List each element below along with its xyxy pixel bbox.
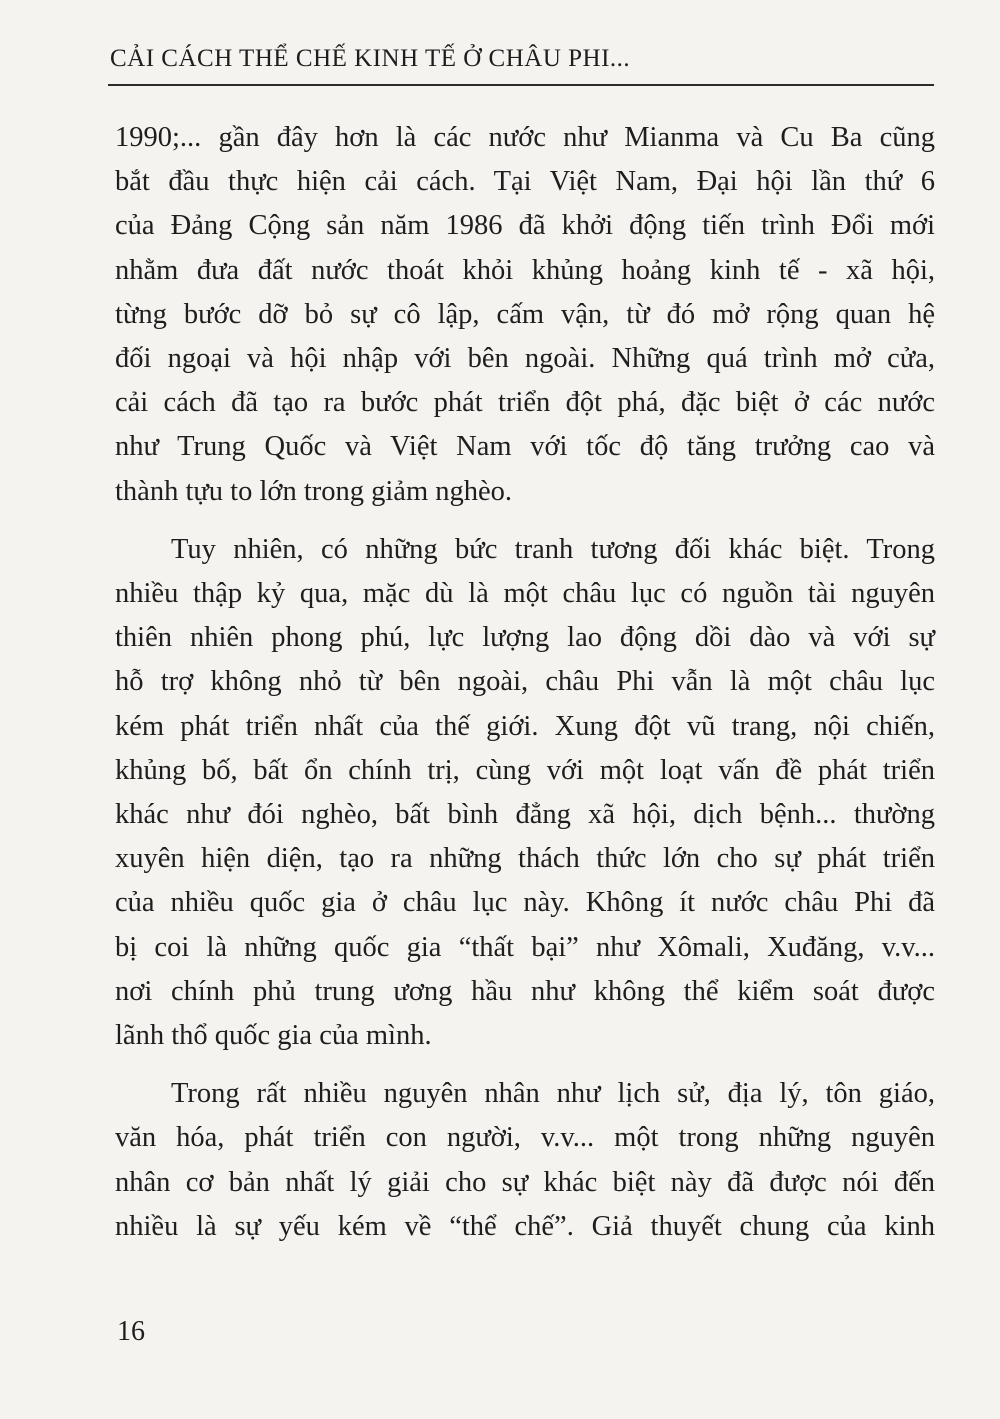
text-line: thành tựu to lớn trong giảm nghèo.: [115, 475, 513, 507]
text-line: nơi chính phủ trung ương hầu như không thể kiểm soát được: [115, 975, 935, 1007]
text-line: đối ngoại và hội nhập với bên ngoài. Những quá trình mở cửa,: [115, 343, 935, 375]
text-line: Tuy nhiên, có những bức tranh tương đối khác biệt. Trong: [171, 533, 935, 565]
running-title: CẢI CÁCH THỂ CHẾ KINH TẾ Ở CHÂU PHI...: [110, 45, 631, 72]
text-line: khác như đói nghèo, bất bình đẳng xã hội, dịch bệnh... thường: [115, 799, 935, 831]
text-line: lãnh thổ quốc gia của mình.: [115, 1020, 432, 1052]
text-line: của Đảng Cộng sản năm 1986 đã khởi động tiến trình Đổi mới: [115, 210, 935, 242]
text-line: kém phát triển nhất của thế giới. Xung đột vũ trang, nội chiến,: [115, 710, 935, 742]
text-line: nhiều là sự yếu kém về “thể chế”. Giả thuyết chung của kinh: [115, 1210, 935, 1242]
text-line: cải cách đã tạo ra bước phát triển đột phá, đặc biệt ở các nước: [115, 387, 935, 419]
text-line: nhằm đưa đất nước thoát khỏi khủng hoảng kinh tế - xã hội,: [115, 254, 935, 286]
text-line: của nhiều quốc gia ở châu lục này. Không ít nước châu Phi đã: [115, 887, 935, 919]
text-line: từng bước dỡ bỏ sự cô lập, cấm vận, từ đó mở rộng quan hệ: [115, 298, 935, 330]
text-line: xuyên hiện diện, tạo ra những thách thức lớn cho sự phát triển: [115, 843, 935, 875]
paragraph-2: [115, 528, 935, 1058]
text-line: văn hóa, phát triển con người, v.v... một trong những nguyên: [115, 1122, 935, 1154]
text-line: khủng bố, bất ổn chính trị, cùng với một loạt vấn đề phát triển: [115, 754, 935, 786]
paragraph-3: [115, 1072, 935, 1249]
paragraph-1: [115, 116, 935, 514]
text-line: Trong rất nhiều nguyên nhân như lịch sử, địa lý, tôn giáo,: [171, 1078, 935, 1110]
text-line: bắt đầu thực hiện cải cách. Tại Việt Nam, Đại hội lần thứ 6: [115, 166, 935, 198]
text-line: hỗ trợ không nhỏ từ bên ngoài, châu Phi vẫn là một châu lục: [115, 666, 935, 698]
header-rule: [108, 84, 934, 86]
page-number: 16: [117, 1316, 145, 1347]
body-text: [115, 116, 935, 1249]
text-line: nhiều thập kỷ qua, mặc dù là một châu lục có nguồn tài nguyên: [115, 578, 935, 610]
text-line: nhân cơ bản nhất lý giải cho sự khác biệt này đã được nói đến: [115, 1166, 935, 1198]
text-line: bị coi là những quốc gia “thất bại” như Xômali, Xuđăng, v.v...: [115, 931, 935, 963]
text-line: 1990;... gần đây hơn là các nước như Mianma và Cu Ba cũng: [115, 122, 935, 153]
text-line: thiên nhiên phong phú, lực lượng lao động dồi dào và với sự: [115, 622, 935, 654]
text-line: như Trung Quốc và Việt Nam với tốc độ tăng trưởng cao và: [115, 431, 935, 463]
